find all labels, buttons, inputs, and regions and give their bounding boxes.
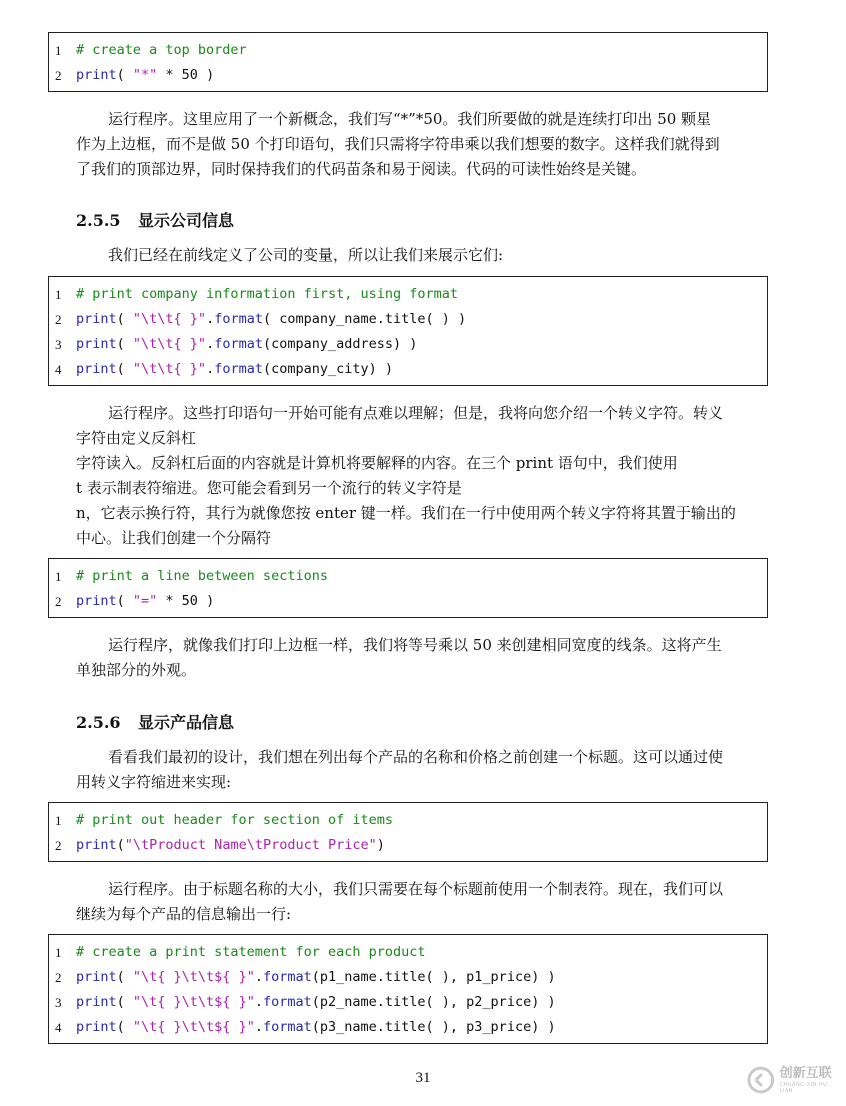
section-title: 显示公司信息 [138,211,235,230]
paragraph [76,243,766,268]
text-line: 中心。让我们创建一个分隔符 [76,529,272,547]
code-token: * 50 ) [157,593,215,609]
code-token: . [206,311,215,327]
code-line [49,332,767,357]
code-token: . [254,994,263,1010]
code-token: format [262,969,312,985]
code-block-products [48,934,768,1044]
code-token: print [76,837,117,853]
text-line-content: 运行程序。这些打印语句一开始可能有点难以理解；但是，我将向您介绍一个转义字符。转义 [108,404,724,422]
code-token: ( [116,837,125,853]
code-line [49,990,767,1015]
code-token: print [76,994,117,1010]
code-token: "*" [132,67,158,83]
code-token: print [76,593,117,609]
code-token: format [214,336,263,352]
text-line: 作为上边框，而不是做 50 个打印语句，我们只需将字符串乘以我们想要的数字。这样我们就得到 [76,135,720,153]
code-token: "\tProduct Name\tProduct Price" [124,837,377,853]
code-token: print [76,311,117,327]
code-block-company-info [48,276,768,386]
code-text [76,940,426,965]
code-token: (p3_name.title( ), p3_price) ) [311,1019,556,1035]
watermark-text-cn: 创新互联 [779,1066,832,1081]
line-number: 2 [55,594,62,609]
code-text [76,1015,556,1040]
code-line [49,1015,767,1040]
paragraph [76,633,766,683]
code-token: ( [116,336,133,352]
line-number: 1 [55,569,62,584]
code-line [49,940,767,965]
line-number: 1 [55,287,62,302]
line-number: 1 [55,43,62,58]
code-token: # create a print statement for each product [76,944,426,960]
line-number: 4 [55,1020,62,1035]
code-token: . [206,336,215,352]
code-token: print [76,969,117,985]
code-token: (company_city) ) [262,361,394,377]
code-token: format [262,1019,312,1035]
paragraph [76,401,766,551]
section-heading [76,208,234,231]
code-text [76,63,214,88]
text-line: n，它表示换行符，其行为就像您按 enter 键一样。我们在一行中使用两个转义字符将其置于输出的 [76,504,736,522]
code-token: "\t{ }\t\t${ }" [132,1019,255,1035]
text-line-content: 运行程序，就像我们打印上边框一样，我们将等号乘以 50 来创建相同宽度的线条。这将产生 [108,636,722,654]
code-token: ( [116,361,133,377]
code-line [49,564,767,589]
text-line: 单独部分的外观。 [76,661,197,679]
text-line: t 表示制表符缩进。您可能会看到另一个流行的转义字符是 [76,479,462,497]
code-token: "\t\t{ }" [132,361,207,377]
code-token: ( [116,311,133,327]
line-number: 4 [55,362,62,377]
text-line: 字符由定义反斜杠 [76,429,197,447]
code-token: format [214,311,263,327]
text-line: 继续为每个产品的信息输出一行: [76,905,292,923]
code-text [76,564,328,589]
code-line [49,63,767,88]
line-number: 3 [55,995,62,1010]
code-text [76,965,556,990]
line-number: 1 [55,813,62,828]
code-block-header [48,802,768,862]
code-token: "\t{ }\t\t${ }" [132,969,255,985]
code-line [49,357,767,382]
text-line: 用转义字符缩进来实现: [76,773,232,791]
code-token: . [254,969,263,985]
code-token: "\t{ }\t\t${ }" [132,994,255,1010]
line-number: 1 [55,945,62,960]
code-text [76,589,214,614]
paragraph [76,877,766,927]
watermark-logo [746,1060,842,1100]
code-token: . [206,361,215,377]
code-token: # print out header for section of items [76,812,393,828]
line-number: 2 [55,68,62,83]
code-token: "\t\t{ }" [132,336,207,352]
code-block-top-border [48,32,768,92]
line-number: 3 [55,337,62,352]
code-token: print [76,1019,117,1035]
code-token: ( [116,994,133,1010]
text-line: 字符读入。反斜杠后面的内容就是计算机将要解释的内容。在三个 print 语句中，我们使用 [76,454,678,472]
code-line [49,307,767,332]
code-line [49,589,767,614]
section-number: 2.5.6 [76,713,121,732]
text-line-content: 运行程序。由于标题名称的大小，我们只需要在每个标题前使用一个制表符。现在，我们可以 [108,880,724,898]
watermark-logo-icon [746,1065,776,1095]
code-token: "\t\t{ }" [132,311,207,327]
code-line [49,808,767,833]
text-line-content: 看看我们最初的设计，我们想在列出每个产品的名称和价格之前创建一个标题。这可以通过使 [108,748,724,766]
code-token: print [76,361,117,377]
section-number: 2.5.5 [76,211,121,230]
code-token: format [214,361,263,377]
code-text [76,990,556,1015]
text-line [76,877,766,902]
code-token: format [262,994,312,1010]
code-token: ( [116,1019,133,1035]
code-token: (p1_name.title( ), p1_price) ) [311,969,556,985]
code-token: ( [116,969,133,985]
code-token: (p2_name.title( ), p2_price) ) [311,994,556,1010]
code-line [49,38,767,63]
text-line [76,243,766,268]
line-number: 2 [55,838,62,853]
text-line [76,745,766,770]
code-token: # print a line between sections [76,568,328,584]
code-token: ) [376,837,385,853]
code-text [76,307,466,332]
code-token: print [76,67,117,83]
code-token: ( company_name.title( ) ) [262,311,467,327]
code-token: # create a top border [76,42,247,58]
paragraph [76,107,766,182]
code-text [76,282,458,307]
text-line-content: 运行程序。这里应用了一个新概念，我们写“*”*50。我们所要做的就是连续打印出 50 颗星 [108,110,712,128]
code-token: ( [116,593,133,609]
text-line [76,107,766,132]
line-number: 2 [55,312,62,327]
watermark-text-en: CHUANG XIN HU LIAN [779,1082,828,1094]
code-text [76,357,393,382]
code-text [76,38,247,63]
code-token: * 50 ) [157,67,215,83]
code-block-separator [48,558,768,618]
section-title: 显示产品信息 [138,713,235,732]
text-line [76,633,766,658]
text-line: 了我们的顶部边界，同时保持我们的代码苗条和易于阅读。代码的可读性始终是关键。 [76,160,647,178]
section-heading [76,710,234,733]
text-line [76,401,766,426]
code-token: "=" [132,593,158,609]
page-number: 31 [415,1070,431,1086]
code-text [76,833,385,858]
code-text [76,808,393,833]
line-number: 2 [55,970,62,985]
code-token: (company_address) ) [262,336,418,352]
text-line-content: 我们已经在前线定义了公司的变量，所以让我们来展示它们: [108,246,504,264]
code-line [49,833,767,858]
paragraph [76,745,766,795]
code-line [49,282,767,307]
code-line [49,965,767,990]
code-text [76,332,417,357]
code-token: . [254,1019,263,1035]
code-token: ( [116,67,133,83]
code-token: print [76,336,117,352]
code-token: # print company information first, using format [76,286,459,302]
